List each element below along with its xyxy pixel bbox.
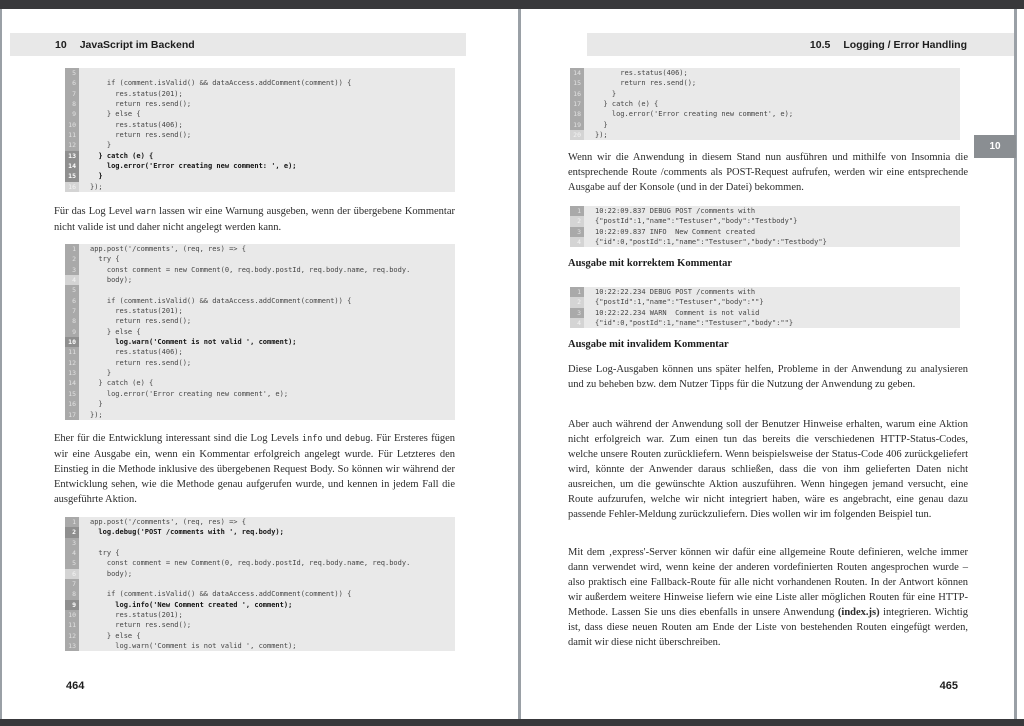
listing-caption-invalid: Ausgabe mit invalidem Kommentar (568, 339, 729, 350)
line-number: 17 (570, 99, 584, 109)
code-listing-warn (65, 244, 455, 420)
code-line (65, 631, 455, 641)
code-text: } (90, 400, 103, 409)
code-line (570, 216, 960, 226)
log-output-valid-comment (570, 206, 960, 247)
code-line (570, 318, 960, 328)
paragraph-warn-level (54, 204, 455, 235)
line-number: 13 (65, 151, 79, 161)
code-line (65, 337, 455, 347)
code-line (65, 538, 455, 548)
line-number: 9 (65, 327, 79, 337)
code-text: log.error('Error creating new comment: ', e); (90, 162, 297, 171)
code-line (65, 130, 455, 140)
line-number: 5 (65, 285, 79, 295)
section-number: 10.5 (809, 38, 831, 51)
code-text: const comment = new Comment(0, req.body.postId, req.body.name, req.body. (90, 559, 411, 568)
code-line (65, 589, 455, 599)
code-line (65, 410, 455, 420)
code-text (79, 68, 90, 78)
code-text: res.status(406); (90, 348, 183, 357)
text-run: Mit dem ‚express'-Server können wir dafür eine allgemeine Route definieren, welche immer dann verwendet wird, wenn keine der anderen vordefinierten Routen angesprochen wurde – also praktisch eine Fallback-Route für alle nicht vorhandenen Routen. In der Antwort können wir außerdem weitere Hinweise liefern wie eine Liste aller möglichen Routen für eine HTTP-Methode. Lassen Sie uns dies ebenfalls in unsere Anwendung (568, 547, 968, 618)
code-text: if (comment.isValid() && dataAccess.addComment(comment)) { (90, 79, 352, 88)
code-line (65, 399, 455, 409)
code-text: return res.send(); (90, 100, 192, 109)
code-line (65, 78, 455, 88)
inline-code: warn (135, 207, 157, 217)
code-line (65, 548, 455, 558)
code-line (65, 99, 455, 109)
line-number: 1 (570, 287, 584, 297)
line-number: 7 (65, 89, 79, 99)
code-line (65, 569, 455, 579)
code-line (65, 347, 455, 357)
code-line (570, 130, 960, 140)
code-line (65, 641, 455, 651)
line-number: 10 (65, 610, 79, 620)
line-number: 11 (65, 620, 79, 630)
scan-border-bottom (0, 719, 1024, 726)
line-number: 15 (65, 171, 79, 181)
paragraph-fallback-route (568, 545, 968, 650)
code-text: log.error('Error creating new comment', e); (90, 389, 289, 398)
text-run: Eher für die Entwicklung interessant sind die Log Levels (54, 433, 302, 444)
line-number: 15 (65, 389, 79, 399)
code-line (65, 161, 455, 171)
code-text (79, 538, 90, 548)
code-text: log.warn('Comment is not valid ', comment); (90, 338, 297, 347)
code-text: res.status(201); (90, 611, 183, 620)
code-text: app.post('/comments', (req, res) => { (90, 245, 246, 253)
code-line (65, 171, 455, 181)
code-line (65, 327, 455, 337)
line-number: 11 (65, 347, 79, 357)
line-number: 8 (65, 99, 79, 109)
section-title: Logging / Error Handling (843, 38, 967, 51)
code-listing-error-catch (65, 68, 455, 192)
code-text: 10:22:22.234 DEBUG POST /comments with (595, 288, 756, 296)
code-text: return res.send(); (90, 621, 192, 630)
code-text: } (90, 172, 103, 181)
text-run: lassen wir eine Warnung ausgeben, wenn der übergebene Kommentar nicht valide ist und daher nicht angelegt werden kann. (54, 206, 455, 233)
left-page-header (10, 33, 466, 56)
code-line (65, 558, 455, 568)
paragraph-info-debug (54, 431, 455, 507)
line-number: 7 (65, 306, 79, 316)
code-text: log.info('New Comment created ', comment); (90, 600, 293, 609)
line-number: 13 (65, 368, 79, 378)
code-text: return res.send(); (90, 358, 192, 367)
line-number: 6 (65, 296, 79, 306)
line-number: 9 (65, 109, 79, 119)
code-text: body); (90, 569, 133, 578)
code-line (65, 182, 455, 192)
code-text: } (595, 120, 608, 129)
line-number: 11 (65, 130, 79, 140)
line-number: 18 (570, 109, 584, 119)
line-number: 10 (65, 120, 79, 130)
code-line (65, 579, 455, 589)
line-number: 5 (65, 558, 79, 568)
code-line (65, 109, 455, 119)
code-line (65, 517, 455, 527)
code-text: try { (90, 255, 120, 264)
code-line (65, 378, 455, 388)
code-text: body); (90, 276, 133, 285)
code-text: return res.send(); (595, 79, 697, 88)
code-text: } catch (e) { (90, 379, 154, 388)
code-text: } else { (90, 327, 141, 336)
line-number: 4 (570, 237, 584, 247)
line-number: 14 (65, 378, 79, 388)
code-line (570, 297, 960, 307)
line-number: 1 (65, 244, 79, 254)
code-line (570, 109, 960, 119)
code-text: const comment = new Comment(0, req.body.postId, req.body.name, req.body. (90, 265, 411, 274)
code-text (79, 285, 90, 295)
code-listing-debug-info (65, 517, 455, 651)
paragraph-insomnia (568, 150, 968, 195)
code-text: return res.send(); (90, 317, 192, 326)
code-line (570, 308, 960, 318)
right-page-header (587, 33, 1014, 56)
line-number: 3 (65, 265, 79, 275)
code-line (65, 265, 455, 275)
code-text: }); (90, 182, 103, 191)
line-number: 7 (65, 579, 79, 589)
line-number: 4 (65, 548, 79, 558)
code-text: res.status(406); (595, 69, 688, 77)
code-text: } (595, 89, 617, 98)
line-number: 12 (65, 358, 79, 368)
code-text: 10:22:09.837 DEBUG POST /comments with (595, 207, 756, 215)
code-line (65, 316, 455, 326)
line-number: 8 (65, 316, 79, 326)
line-number: 2 (65, 254, 79, 264)
line-number: 12 (65, 631, 79, 641)
code-text: {"postId":1,"name":"Testuser","body":""} (595, 298, 764, 307)
line-number: 16 (65, 182, 79, 192)
code-line (65, 68, 455, 78)
code-line (570, 99, 960, 109)
text-run: Wenn wir die Anwendung in diesem Stand nun ausführen und mithilfe von Insomnia die entsprechende Route /comments als POST-Request aufrufen, werden wir eine entsprechende Ausgabe auf der Konsole (und in der Datei) bekommen. (568, 152, 968, 193)
code-listing-continued (570, 68, 960, 140)
code-line (65, 275, 455, 285)
code-text: }); (90, 410, 103, 419)
line-number: 6 (65, 78, 79, 88)
line-number: 5 (65, 68, 79, 78)
page-spine-divider (518, 9, 521, 719)
text-run: Für das Log Level (54, 206, 136, 217)
text-run: Aber auch während der Anwendung soll der Benutzer Hinweise erhalten, warum eine Aktion nicht erfolgreich war. Zum einen tun das bereits die verschiedenen HTTP-Status-Codes, welche unsere Routen zurückliefern. Wenn beispielsweise der Status-Code 406 zurückgeliefert wird, könnte der Anwender daraus schließen, dass die von ihm gelieferten Daten nicht ausreichen, um die gewünschte Aktion auszuführen. Wenn hingegen jemand versucht, eine Route aufzurufen, welche wir nicht integriert haben, wäre es angebracht, eine genau dazu passende Fehler-Meldung zurückzuliefern. Dies wollen wir im folgenden Beispiel tun. (568, 419, 968, 520)
code-line (570, 237, 960, 247)
code-text: log.error('Error creating new comment', e); (595, 110, 794, 119)
code-text: if (comment.isValid() && dataAccess.addComment(comment)) { (90, 296, 352, 305)
code-text: {"id":0,"postId":1,"name":"Testuser","body":""} (595, 319, 794, 328)
line-number: 4 (570, 318, 584, 328)
code-line (570, 68, 960, 78)
line-number: 14 (570, 68, 584, 78)
code-line (65, 140, 455, 150)
code-text: } (90, 141, 112, 150)
code-text: }); (595, 131, 608, 140)
line-number: 3 (570, 308, 584, 318)
code-text: } else { (90, 110, 141, 119)
line-number: 3 (65, 538, 79, 548)
code-text: if (comment.isValid() && dataAccess.addComment(comment)) { (90, 590, 352, 599)
code-line (65, 527, 455, 537)
inline-code: info (301, 434, 323, 444)
chapter-number: 10 (55, 38, 67, 51)
line-number: 2 (570, 216, 584, 226)
code-text: log.debug('POST /comments with ', req.body); (90, 528, 284, 537)
code-text: 10:22:22.234 WARN Comment is not valid (595, 308, 760, 317)
line-number: 1 (65, 517, 79, 527)
bold-text: (index.js) (837, 607, 880, 618)
line-number: 10 (65, 337, 79, 347)
code-line (570, 120, 960, 130)
paragraph-log-benefits (568, 362, 968, 392)
line-number: 2 (570, 297, 584, 307)
code-text: res.status(201); (90, 89, 183, 98)
code-line (65, 600, 455, 610)
inline-code: debug (344, 434, 371, 444)
chapter-title: JavaScript im Backend (79, 38, 195, 51)
line-number: 14 (65, 161, 79, 171)
text-run: Diese Log-Ausgaben können uns später helfen, Probleme in der Anwendung zu analysieren und zu beheben bzw. dem Nutzer Tipps für die Nutzung der Anwendung zu geben. (568, 364, 968, 390)
code-text: app.post('/comments', (req, res) => { (90, 518, 246, 526)
code-text: } catch (e) { (90, 151, 154, 160)
code-text: try { (90, 549, 120, 558)
line-number: 20 (570, 130, 584, 140)
code-line (65, 610, 455, 620)
code-line (570, 287, 960, 297)
code-text: return res.send(); (90, 131, 192, 140)
page-number-left: 464 (66, 680, 85, 692)
code-line (65, 285, 455, 295)
code-line (65, 244, 455, 254)
code-text: } catch (e) { (595, 100, 659, 109)
line-number: 9 (65, 600, 79, 610)
code-text (79, 579, 90, 589)
code-text: res.status(201); (90, 307, 183, 316)
scan-border-top (0, 0, 1024, 9)
code-text: log.warn('Comment is not valid ', comment); (90, 642, 297, 651)
code-line (65, 120, 455, 130)
text-run: . Für Ersteres fügen wir eine Ausgabe ein, wenn ein Kommentar erfolgreich angelegt wurde. Für Letzteres den Einstieg in die Methode inklusive des übergebenen Request Body. So können wir während der Entwicklung sehen, wie die Methode genau aufgerufen wurde, und kennen in jedem Fall die ausgeführte Aktion. (54, 433, 456, 505)
log-output-invalid-comment (570, 287, 960, 328)
scan-border-left (0, 9, 2, 719)
line-number: 17 (65, 410, 79, 420)
code-text: } (90, 369, 112, 378)
line-number: 12 (65, 140, 79, 150)
line-number: 8 (65, 589, 79, 599)
code-line (570, 227, 960, 237)
line-number: 15 (570, 78, 584, 88)
page-number-right: 465 (939, 680, 958, 692)
code-text: {"postId":1,"name":"Testuser","body":"Testbody"} (595, 217, 798, 226)
line-number: 1 (570, 206, 584, 216)
code-line (570, 206, 960, 216)
code-line (65, 368, 455, 378)
line-number: 16 (570, 89, 584, 99)
code-line (65, 254, 455, 264)
chapter-tab: 10 (974, 135, 1016, 158)
code-line (65, 296, 455, 306)
code-line (65, 306, 455, 316)
code-text: } else { (90, 631, 141, 640)
paragraph-http-status (568, 417, 968, 522)
code-line (570, 78, 960, 88)
code-line (570, 89, 960, 99)
code-line (65, 151, 455, 161)
text-run: integrieren. Wichtig ist, dass diese neuen Routen am Ende der Liste von bestehenden Routen eingefügt werden, damit wir diese nicht überschreiben. (568, 607, 968, 648)
line-number: 3 (570, 227, 584, 237)
code-text: 10:22:09.837 INFO New Comment created (595, 227, 756, 236)
code-text: {"id":0,"postId":1,"name":"Testuser","body":"Testbody"} (595, 238, 827, 247)
line-number: 16 (65, 399, 79, 409)
code-text: res.status(406); (90, 120, 183, 129)
line-number: 4 (65, 275, 79, 285)
code-line (65, 89, 455, 99)
line-number: 6 (65, 569, 79, 579)
line-number: 19 (570, 120, 584, 130)
code-line (65, 389, 455, 399)
code-line (65, 358, 455, 368)
text-run: und (322, 433, 345, 444)
line-number: 2 (65, 527, 79, 537)
scan-border-right (1014, 9, 1017, 719)
line-number: 13 (65, 641, 79, 651)
code-line (65, 620, 455, 630)
listing-caption-valid: Ausgabe mit korrektem Kommentar (568, 258, 732, 269)
